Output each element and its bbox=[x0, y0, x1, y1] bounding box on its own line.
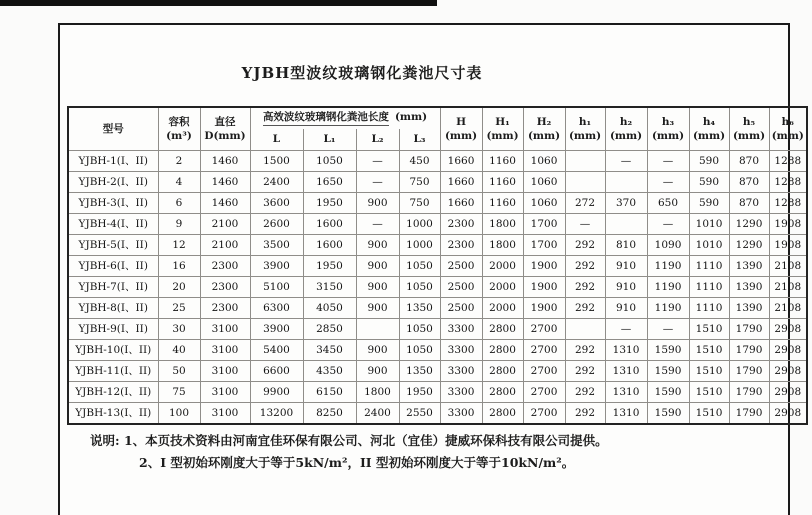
note-item: 2、I 型初始环刚度大于等于5kN/m²，II 型初始环刚度大于等于10kN/m²。 bbox=[139, 454, 575, 470]
value-cell: 6150 bbox=[303, 382, 356, 403]
value-cell: — bbox=[356, 172, 399, 193]
value-cell: 2100 bbox=[200, 235, 250, 256]
value-cell bbox=[605, 172, 647, 193]
value-cell: 2600 bbox=[250, 214, 303, 235]
model-cell: YJBH-13(I、II) bbox=[68, 403, 158, 425]
value-cell: 12 bbox=[158, 235, 200, 256]
value-cell: 1350 bbox=[399, 298, 440, 319]
value-cell: 1800 bbox=[482, 214, 523, 235]
value-cell: 450 bbox=[399, 151, 440, 172]
value-cell: 2500 bbox=[440, 277, 482, 298]
header-L2: L₂ bbox=[356, 129, 399, 151]
value-cell: 590 bbox=[689, 151, 729, 172]
value-cell: 2800 bbox=[482, 403, 523, 425]
value-cell: 910 bbox=[605, 277, 647, 298]
value-cell: 3600 bbox=[250, 193, 303, 214]
value-cell: 750 bbox=[399, 172, 440, 193]
value-cell: 292 bbox=[565, 382, 605, 403]
value-cell: 1590 bbox=[647, 382, 689, 403]
value-cell: 2700 bbox=[523, 382, 565, 403]
value-cell: 3100 bbox=[200, 382, 250, 403]
value-cell: 2300 bbox=[200, 256, 250, 277]
note-item: 1、本页技术资料由河南宜佳环保有限公司、河北（宜佳）捷威环保科技有限公司提供。 bbox=[123, 433, 608, 448]
value-cell: 2908 bbox=[769, 340, 807, 361]
value-cell: 2000 bbox=[482, 256, 523, 277]
value-cell: 1590 bbox=[647, 340, 689, 361]
model-cell: YJBH-9(I、II) bbox=[68, 319, 158, 340]
table-row bbox=[68, 277, 807, 298]
value-cell: 900 bbox=[356, 277, 399, 298]
value-cell: 2500 bbox=[440, 298, 482, 319]
model-cell: YJBH-1(I、II) bbox=[68, 151, 158, 172]
value-cell: 50 bbox=[158, 361, 200, 382]
table-row bbox=[68, 214, 807, 235]
value-cell: 1900 bbox=[523, 256, 565, 277]
table-row bbox=[68, 193, 807, 214]
value-cell: 1460 bbox=[200, 172, 250, 193]
value-cell: 1390 bbox=[729, 277, 769, 298]
model-cell: YJBH-4(I、II) bbox=[68, 214, 158, 235]
table-row bbox=[68, 298, 807, 319]
value-cell: 1800 bbox=[356, 382, 399, 403]
value-cell: 5100 bbox=[250, 277, 303, 298]
table-row bbox=[68, 361, 807, 382]
value-cell: 1800 bbox=[482, 235, 523, 256]
value-cell: 750 bbox=[399, 193, 440, 214]
value-cell: 2800 bbox=[482, 340, 523, 361]
value-cell: 3300 bbox=[440, 403, 482, 425]
value-cell: 2400 bbox=[356, 403, 399, 425]
value-cell: 4050 bbox=[303, 298, 356, 319]
value-cell: 1010 bbox=[689, 235, 729, 256]
value-cell: 1288 bbox=[769, 151, 807, 172]
value-cell: 6 bbox=[158, 193, 200, 214]
value-cell: 2700 bbox=[523, 361, 565, 382]
value-cell: 9900 bbox=[250, 382, 303, 403]
value-cell: 1660 bbox=[440, 151, 482, 172]
value-cell: 2850 bbox=[303, 319, 356, 340]
value-cell: 272 bbox=[565, 193, 605, 214]
value-cell: 1110 bbox=[689, 277, 729, 298]
value-cell: 1010 bbox=[689, 214, 729, 235]
value-cell: 2108 bbox=[769, 256, 807, 277]
value-cell: 3450 bbox=[303, 340, 356, 361]
value-cell: 1060 bbox=[523, 172, 565, 193]
value-cell: 1310 bbox=[605, 340, 647, 361]
value-cell: 2108 bbox=[769, 277, 807, 298]
value-cell: 1160 bbox=[482, 172, 523, 193]
value-cell: 1190 bbox=[647, 277, 689, 298]
value-cell: 1160 bbox=[482, 151, 523, 172]
value-cell: 1790 bbox=[729, 403, 769, 425]
value-cell: 1700 bbox=[523, 214, 565, 235]
value-cell: 2800 bbox=[482, 382, 523, 403]
value-cell: 1660 bbox=[440, 172, 482, 193]
header-model: 型号 bbox=[68, 107, 158, 151]
value-cell: — bbox=[605, 151, 647, 172]
value-cell: 1600 bbox=[303, 214, 356, 235]
value-cell: 1660 bbox=[440, 193, 482, 214]
value-cell: 30 bbox=[158, 319, 200, 340]
model-cell: YJBH-3(I、II) bbox=[68, 193, 158, 214]
value-cell: 1310 bbox=[605, 382, 647, 403]
value-cell: 2300 bbox=[440, 214, 482, 235]
table-row bbox=[68, 382, 807, 403]
value-cell: 900 bbox=[356, 193, 399, 214]
value-cell: — bbox=[356, 151, 399, 172]
value-cell: 13200 bbox=[250, 403, 303, 425]
value-cell: 2100 bbox=[200, 214, 250, 235]
value-cell: 6600 bbox=[250, 361, 303, 382]
scan-edge-artifact bbox=[0, 0, 437, 6]
value-cell: — bbox=[647, 319, 689, 340]
value-cell: 2700 bbox=[523, 319, 565, 340]
value-cell: 1510 bbox=[689, 361, 729, 382]
value-cell: 1790 bbox=[729, 319, 769, 340]
value-cell: 2108 bbox=[769, 298, 807, 319]
value-cell: 1460 bbox=[200, 151, 250, 172]
dimension-table bbox=[67, 106, 808, 425]
header-L: L bbox=[250, 129, 303, 151]
table-header bbox=[68, 107, 807, 151]
value-cell: — bbox=[605, 319, 647, 340]
value-cell: 900 bbox=[356, 256, 399, 277]
value-cell: 3100 bbox=[200, 319, 250, 340]
value-cell: 2800 bbox=[482, 319, 523, 340]
value-cell: 2300 bbox=[440, 235, 482, 256]
value-cell: 1110 bbox=[689, 298, 729, 319]
value-cell bbox=[356, 319, 399, 340]
value-cell: 1290 bbox=[729, 214, 769, 235]
value-cell: 1350 bbox=[399, 361, 440, 382]
value-cell: 9 bbox=[158, 214, 200, 235]
value-cell: 1050 bbox=[399, 340, 440, 361]
value-cell: 900 bbox=[356, 235, 399, 256]
value-cell: 292 bbox=[565, 361, 605, 382]
value-cell: 1050 bbox=[399, 319, 440, 340]
value-cell: 1600 bbox=[303, 235, 356, 256]
value-cell: — bbox=[647, 151, 689, 172]
value-cell: 2908 bbox=[769, 403, 807, 425]
value-cell: 1390 bbox=[729, 298, 769, 319]
value-cell: 2550 bbox=[399, 403, 440, 425]
value-cell: — bbox=[356, 214, 399, 235]
value-cell: 1160 bbox=[482, 193, 523, 214]
value-cell: 1290 bbox=[729, 235, 769, 256]
value-cell: 1288 bbox=[769, 172, 807, 193]
value-cell: 3100 bbox=[200, 340, 250, 361]
value-cell: 4 bbox=[158, 172, 200, 193]
value-cell: 1900 bbox=[523, 298, 565, 319]
table-body bbox=[68, 151, 807, 425]
value-cell: 2908 bbox=[769, 382, 807, 403]
header-length-group: 高效波纹玻璃钢化粪池长度 (mm) bbox=[250, 107, 440, 129]
value-cell: 1510 bbox=[689, 403, 729, 425]
value-cell: 900 bbox=[356, 361, 399, 382]
header-H1: H₁ (mm) bbox=[482, 107, 523, 151]
header-h1: h₁ (mm) bbox=[565, 107, 605, 151]
value-cell: 292 bbox=[565, 403, 605, 425]
value-cell: 2400 bbox=[250, 172, 303, 193]
value-cell: 1190 bbox=[647, 256, 689, 277]
value-cell: 1090 bbox=[647, 235, 689, 256]
value-cell: 1950 bbox=[399, 382, 440, 403]
value-cell: 1790 bbox=[729, 340, 769, 361]
value-cell: 1590 bbox=[647, 403, 689, 425]
value-cell: 2300 bbox=[200, 298, 250, 319]
value-cell: 292 bbox=[565, 235, 605, 256]
table-row bbox=[68, 403, 807, 425]
value-cell: 2500 bbox=[440, 256, 482, 277]
value-cell: 2000 bbox=[482, 277, 523, 298]
model-cell: YJBH-10(I、II) bbox=[68, 340, 158, 361]
value-cell: — bbox=[647, 214, 689, 235]
value-cell: 1310 bbox=[605, 361, 647, 382]
value-cell: 910 bbox=[605, 298, 647, 319]
value-cell: 20 bbox=[158, 277, 200, 298]
value-cell: 1110 bbox=[689, 256, 729, 277]
value-cell: 1060 bbox=[523, 151, 565, 172]
table-row bbox=[68, 172, 807, 193]
model-cell: YJBH-12(I、II) bbox=[68, 382, 158, 403]
model-cell: YJBH-2(I、II) bbox=[68, 172, 158, 193]
value-cell: 870 bbox=[729, 193, 769, 214]
value-cell bbox=[605, 214, 647, 235]
value-cell: 2700 bbox=[523, 403, 565, 425]
value-cell: 810 bbox=[605, 235, 647, 256]
value-cell: 590 bbox=[689, 172, 729, 193]
value-cell: 1000 bbox=[399, 214, 440, 235]
value-cell: 1060 bbox=[523, 193, 565, 214]
value-cell: 1288 bbox=[769, 193, 807, 214]
value-cell: 100 bbox=[158, 403, 200, 425]
value-cell: 1700 bbox=[523, 235, 565, 256]
value-cell: 1050 bbox=[399, 256, 440, 277]
value-cell: 1510 bbox=[689, 319, 729, 340]
value-cell: 292 bbox=[565, 277, 605, 298]
value-cell: 1908 bbox=[769, 235, 807, 256]
value-cell: 1460 bbox=[200, 193, 250, 214]
value-cell: 40 bbox=[158, 340, 200, 361]
value-cell: 3500 bbox=[250, 235, 303, 256]
value-cell: 1790 bbox=[729, 361, 769, 382]
header-L1: L₁ bbox=[303, 129, 356, 151]
header-h4: h₄ (mm) bbox=[689, 107, 729, 151]
value-cell: 900 bbox=[356, 340, 399, 361]
value-cell: 3150 bbox=[303, 277, 356, 298]
value-cell: 3300 bbox=[440, 382, 482, 403]
value-cell: 1390 bbox=[729, 256, 769, 277]
value-cell: 1050 bbox=[303, 151, 356, 172]
value-cell: 2908 bbox=[769, 319, 807, 340]
value-cell: 1500 bbox=[250, 151, 303, 172]
table-row bbox=[68, 319, 807, 340]
value-cell: 870 bbox=[729, 151, 769, 172]
value-cell: 1310 bbox=[605, 403, 647, 425]
value-cell: 292 bbox=[565, 340, 605, 361]
value-cell: 650 bbox=[647, 193, 689, 214]
value-cell: 590 bbox=[689, 193, 729, 214]
value-cell: 870 bbox=[729, 172, 769, 193]
value-cell: 75 bbox=[158, 382, 200, 403]
value-cell bbox=[565, 151, 605, 172]
value-cell bbox=[565, 319, 605, 340]
table-row bbox=[68, 256, 807, 277]
value-cell: 3300 bbox=[440, 319, 482, 340]
value-cell: 1790 bbox=[729, 382, 769, 403]
value-cell: 900 bbox=[356, 298, 399, 319]
header-diameter: 直径 D(mm) bbox=[200, 107, 250, 151]
value-cell: 1510 bbox=[689, 340, 729, 361]
value-cell: 16 bbox=[158, 256, 200, 277]
value-cell: 292 bbox=[565, 256, 605, 277]
value-cell: 3300 bbox=[440, 340, 482, 361]
value-cell: 1510 bbox=[689, 382, 729, 403]
value-cell: 3100 bbox=[200, 403, 250, 425]
value-cell: 1050 bbox=[399, 277, 440, 298]
drawing-frame bbox=[58, 23, 804, 515]
value-cell: 4350 bbox=[303, 361, 356, 382]
notes-label: 说明: bbox=[90, 433, 120, 448]
value-cell: 1950 bbox=[303, 193, 356, 214]
value-cell: 2700 bbox=[523, 340, 565, 361]
value-cell: 2 bbox=[158, 151, 200, 172]
value-cell: 8250 bbox=[303, 403, 356, 425]
value-cell: 1000 bbox=[399, 235, 440, 256]
value-cell: 2800 bbox=[482, 361, 523, 382]
value-cell: 1950 bbox=[303, 256, 356, 277]
value-cell: 3900 bbox=[250, 256, 303, 277]
header-h2: h₂ (mm) bbox=[605, 107, 647, 151]
header-volume: 容积 (m³) bbox=[158, 107, 200, 151]
value-cell: — bbox=[647, 172, 689, 193]
value-cell: 3900 bbox=[250, 319, 303, 340]
table-row bbox=[68, 235, 807, 256]
table-row bbox=[68, 340, 807, 361]
header-L3: L₃ bbox=[399, 129, 440, 151]
value-cell bbox=[565, 172, 605, 193]
table-row bbox=[68, 151, 807, 172]
value-cell: — bbox=[565, 214, 605, 235]
value-cell: 6300 bbox=[250, 298, 303, 319]
value-cell: 1190 bbox=[647, 298, 689, 319]
value-cell: 3100 bbox=[200, 361, 250, 382]
notes bbox=[90, 430, 750, 474]
value-cell: 3300 bbox=[440, 361, 482, 382]
header-H: H (mm) bbox=[440, 107, 482, 151]
value-cell: 910 bbox=[605, 256, 647, 277]
note-line bbox=[90, 430, 750, 452]
header-H2: H₂ (mm) bbox=[523, 107, 565, 151]
value-cell: 1650 bbox=[303, 172, 356, 193]
value-cell: 2000 bbox=[482, 298, 523, 319]
model-cell: YJBH-5(I、II) bbox=[68, 235, 158, 256]
model-cell: YJBH-7(I、II) bbox=[68, 277, 158, 298]
value-cell: 370 bbox=[605, 193, 647, 214]
value-cell: 5400 bbox=[250, 340, 303, 361]
value-cell: 25 bbox=[158, 298, 200, 319]
model-cell: YJBH-8(I、II) bbox=[68, 298, 158, 319]
header-h5: h₅ (mm) bbox=[729, 107, 769, 151]
value-cell: 292 bbox=[565, 298, 605, 319]
page-title: YJBH型波纹玻璃钢化粪池尺寸表 bbox=[241, 64, 483, 82]
model-cell: YJBH-11(I、II) bbox=[68, 361, 158, 382]
value-cell: 1900 bbox=[523, 277, 565, 298]
value-cell: 2300 bbox=[200, 277, 250, 298]
header-h3: h₃ (mm) bbox=[647, 107, 689, 151]
value-cell: 1908 bbox=[769, 214, 807, 235]
value-cell: 1590 bbox=[647, 361, 689, 382]
header-h6: h₆ (mm) bbox=[769, 107, 807, 151]
model-cell: YJBH-6(I、II) bbox=[68, 256, 158, 277]
value-cell: 2908 bbox=[769, 361, 807, 382]
